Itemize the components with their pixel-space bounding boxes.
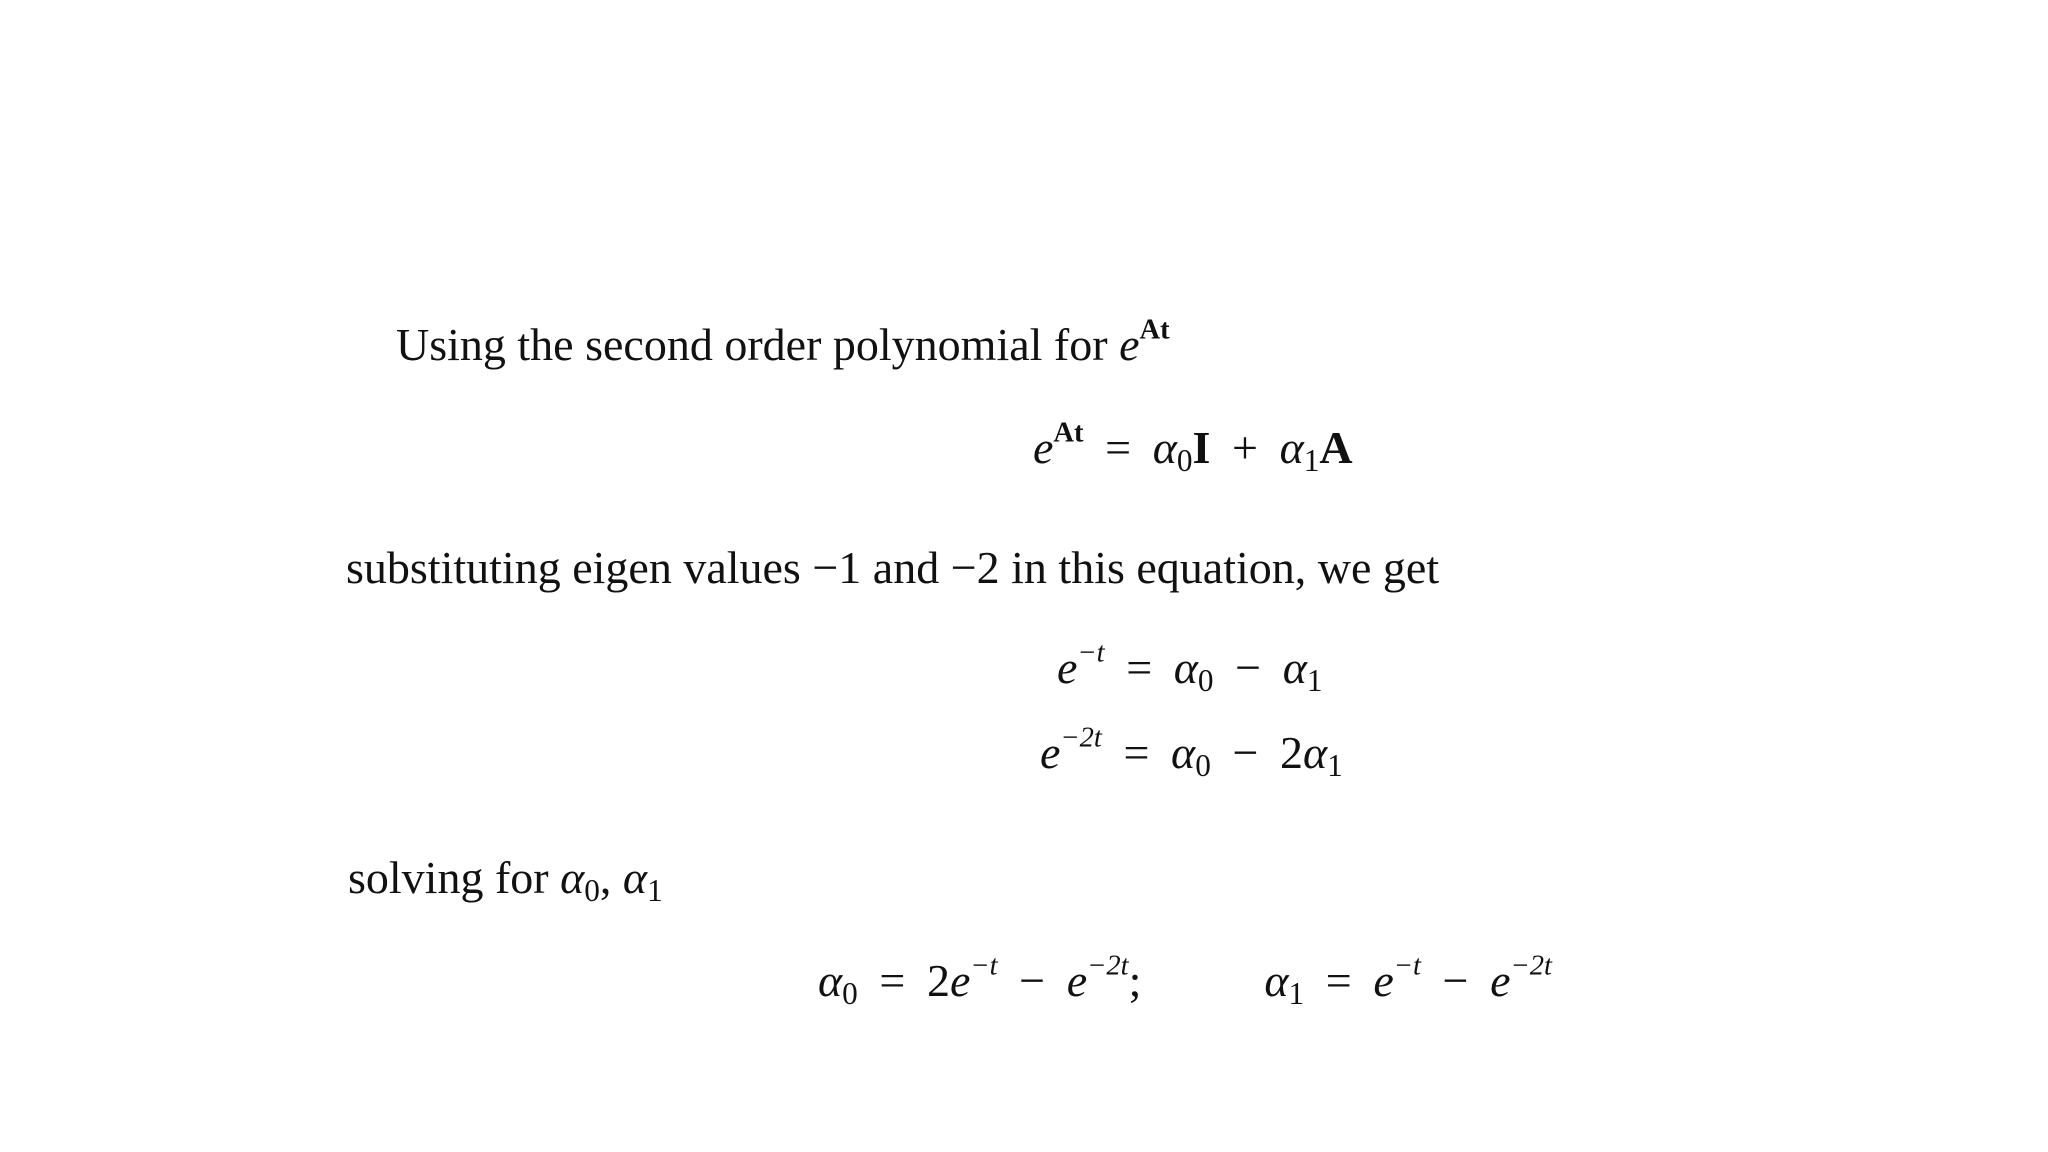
- intro-sentence: [396, 314, 1170, 370]
- solution-equations: [818, 950, 1552, 1011]
- solving-sentence: solving for $\alpha_0$, $\alpha_1$: [348, 852, 663, 908]
- equation-eigen-minus-two: $e^{-2t} = \alpha_0 - 2\alpha_1$: [1040, 722, 1343, 783]
- equation-eigen-minus-one: $e^{-t} = \alpha_0 - \alpha_1$: [1057, 637, 1323, 698]
- solution-alpha0: $\alpha_0 = 2e^{-t} - e^{-2t}$;: [818, 950, 1142, 1011]
- solution-alpha1: $\alpha_1 = e^{-t} - e^{-2t}$: [1264, 950, 1552, 1011]
- intro-text: Using the second order polynomial for: [396, 319, 1108, 370]
- intro-math: $e^{At}$: [1119, 314, 1170, 370]
- solving-text: solving for: [348, 852, 549, 903]
- equation-exponential-expansion: $e^{At} = \alpha_0I + \alpha_1A$: [1033, 417, 1353, 478]
- substitution-sentence: substituting eigen values −1 and −2 in this equation, we get: [346, 542, 1440, 593]
